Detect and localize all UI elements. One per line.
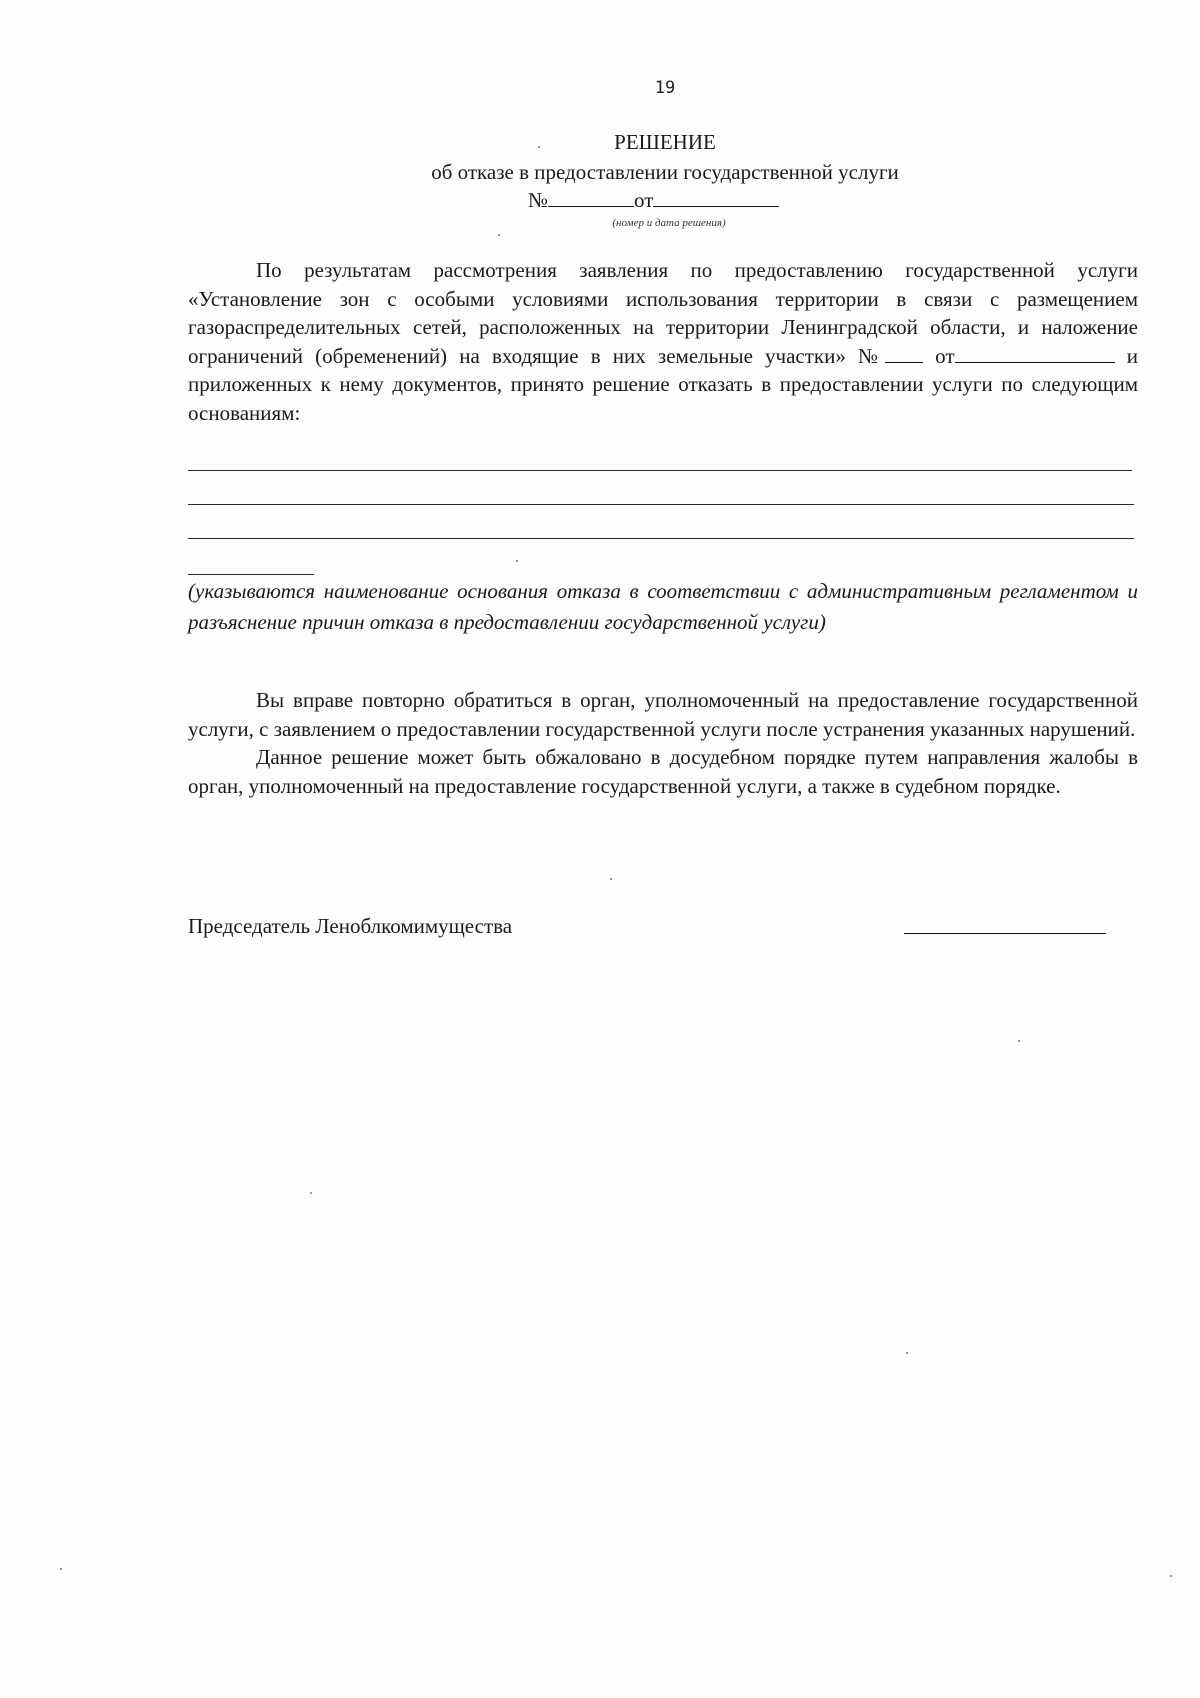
- document-subtitle: об отказе в предоставлении государственной услуги: [431, 160, 899, 184]
- scan-speck: [60, 1568, 62, 1570]
- scan-speck: [906, 1352, 908, 1354]
- scan-speck: [498, 234, 500, 236]
- scan-speck: [310, 1192, 312, 1194]
- signatory-position: Председатель Леноблкомимущества: [188, 914, 513, 938]
- number-label: №: [528, 188, 549, 212]
- footnote-separator: [188, 574, 314, 575]
- page-number: 19: [654, 78, 676, 98]
- paragraphs-rights: [188, 686, 1138, 800]
- document-title: РЕШЕНИЕ: [614, 130, 716, 154]
- paragraph-reapply: Вы вправе повторно обратиться в орган, уполномоченный на предоставление государственной услуги, с заявлением о предоставлении государственной услуги после устранения указанных нарушений.: [188, 688, 1138, 741]
- paragraph-application-text-1: По результатам рассмотрения заявления по предоставлению государственной услуги «Установление зон с особыми условиями использования территории в связи с размещением газораспределительных сетей, расположенных на территории Ленинградской области, и наложение ограничений (обременений) на входящие в них земельные участки» №: [188, 258, 1138, 368]
- paragraph-application-from: от: [935, 343, 955, 368]
- scan-speck: [610, 878, 612, 880]
- application-number-blank: [885, 342, 923, 363]
- signature-line: [904, 933, 1106, 934]
- date-blank: [653, 188, 779, 207]
- scan-speck: [1018, 1040, 1020, 1042]
- reason-explanation-note: (указываются наименование основания отказа в соответствии с административным регламентом и разъяснение причин отказа в предоставлении государственной услуги): [188, 579, 1138, 634]
- number-date-hint: (номер и дата решения): [612, 217, 726, 229]
- reason-line-3: [188, 538, 1134, 539]
- number-blank: [548, 188, 634, 207]
- application-date-blank: [955, 342, 1115, 363]
- scan-speck: [1170, 1575, 1172, 1577]
- reason-line-1: [188, 470, 1132, 471]
- paragraph-application-text-2: и приложенных к нему документов, принято решение отказать в предоставлении услуги по следующим основаниям:: [188, 343, 1138, 425]
- date-label: от: [634, 188, 654, 212]
- reason-line-2: [188, 504, 1134, 505]
- decision-number-line: [528, 188, 779, 213]
- scan-speck: [538, 146, 540, 148]
- paragraph-application: [188, 256, 1138, 427]
- scan-speck: [516, 560, 518, 562]
- paragraph-appeal: Данное решение может быть обжаловано в досудебном порядке путем направления жалобы в орган, уполномоченный на предоставление государственной услуги, а также в судебном порядке.: [188, 745, 1138, 798]
